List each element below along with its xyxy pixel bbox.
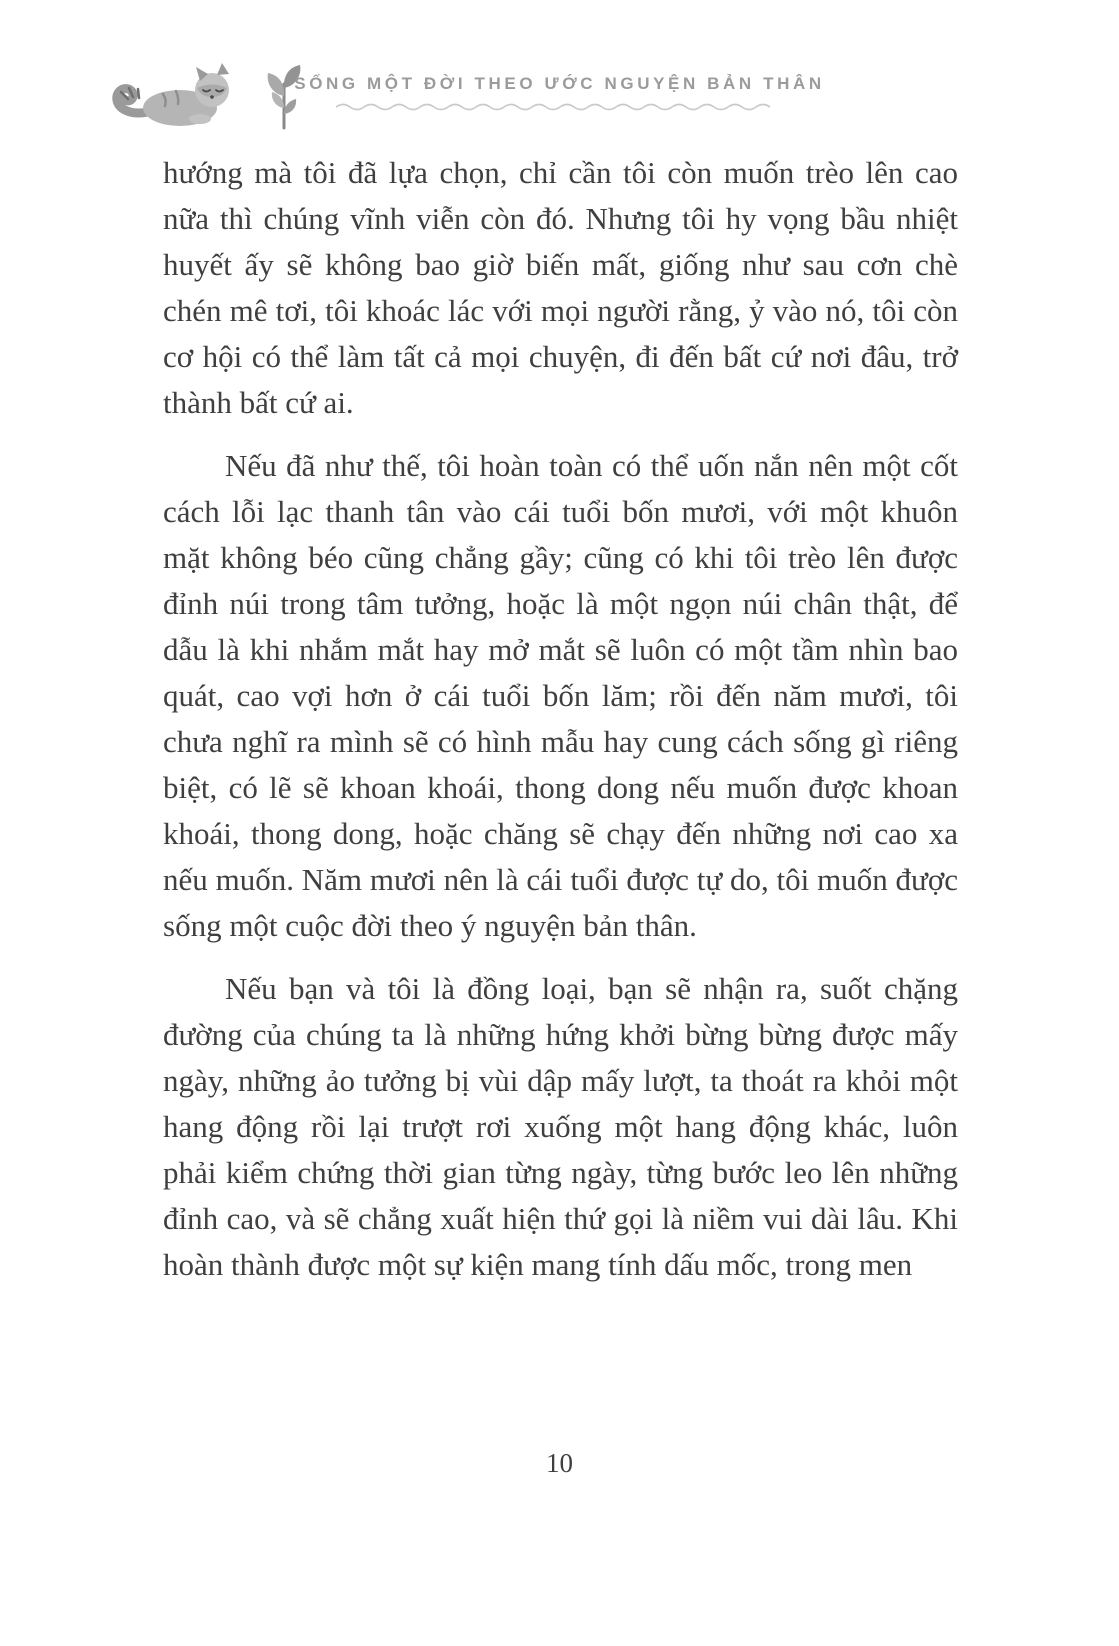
body-text [163,150,958,1305]
paragraph-2: Nếu đã như thế, tôi hoàn toàn có thể uốn nắn nên một cốt cách lỗi lạc thanh tân vào cái tuổi bốn mươi, với một khuôn mặt không béo cũng chẳng gầy; cũng có khi tôi trèo lên được đỉnh núi trong tâm tưởng, hoặc là một ngọn núi chân thật, để dẫu là khi nhắm mắt hay mở mắt sẽ luôn có một tầm nhìn bao quát, cao vợi hơn ở cái tuổi bốn lăm; rồi đến năm mươi, tôi chưa nghĩ ra mình sẽ có hình mẫu hay cung cách sống gì riêng biệt, có lẽ sẽ khoan khoái, thong dong nếu muốn được khoan khoái, thong dong, hoặc chăng sẽ chạy đến những nơi cao xa nếu muốn. Năm mươi nên là cái tuổi được tự do, tôi muốn được sống một cuộc đời theo ý nguyện bản thân. [163,448,958,943]
paragraph-3: Nếu bạn và tôi là đồng loại, bạn sẽ nhận ra, suốt chặng đường của chúng ta là những hứng khởi bừng bừng được mấy ngày, những ảo tưởng bị vùi dập mấy lượt, ta thoát ra khỏi một hang động rồi lại trượt rơi xuống một hang động khác, luôn phải kiểm chứng thời gian từng ngày, từng bước leo lên những đỉnh cao, và sẽ chẳng xuất hiện thứ gọi là niềm vui dài lâu. Khi hoàn thành được một sự kiện mang tính dấu mốc, trong men [163,971,958,1282]
running-head-title: SỐNG MỘT ĐỜI THEO ƯỚC NGUYỆN BẢN THÂN [294,74,825,93]
paragraph-1: hướng mà tôi đã lựa chọn, chỉ cần tôi còn muốn trèo lên cao nữa thì chúng vĩnh viễn còn đó. Nhưng tôi hy vọng bầu nhiệt huyết ấy sẽ không bao giờ biến mất, giống như sau cơn chè chén mê tơi, tôi khoác lác với mọi người rằng, ỷ vào nó, tôi còn cơ hội có thể làm tất cả mọi chuyện, đi đến bất cứ nơi đâu, trở thành bất cứ ai. [163,155,958,420]
page-header [0,74,1119,111]
page-number: 10 [546,1448,573,1478]
wavy-divider-icon [336,101,784,111]
